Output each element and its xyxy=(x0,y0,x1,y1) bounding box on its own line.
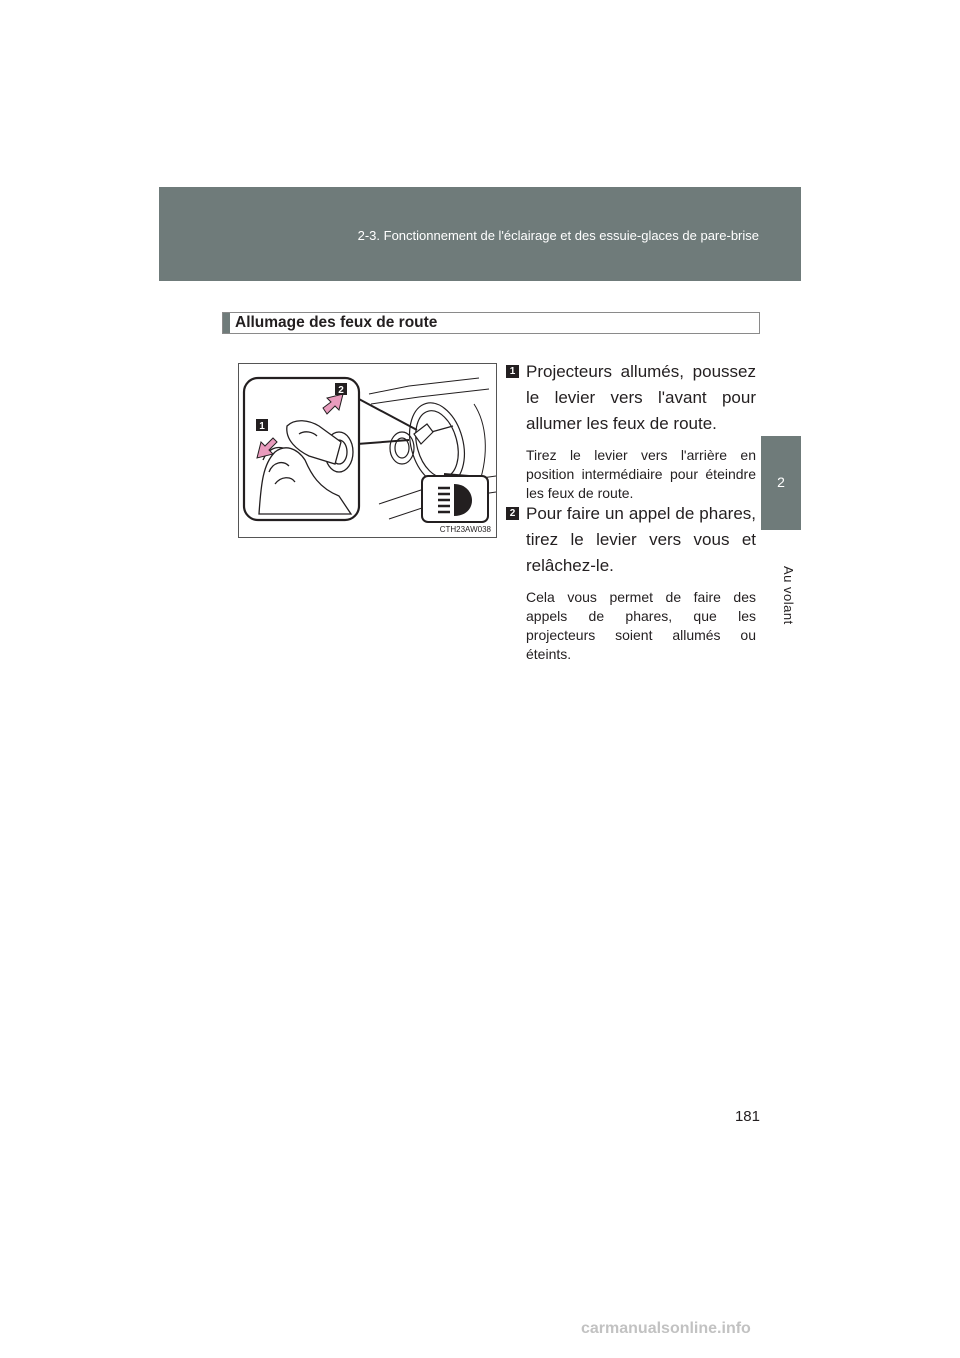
callout-number-2: 2 xyxy=(338,385,344,396)
section-accent xyxy=(223,313,230,333)
high-beam-indicator-icon xyxy=(422,476,488,522)
section-heading-bar xyxy=(222,312,760,334)
step-1-note: Tirez le levier vers l'arrière en position intermédiaire pour éteindre les feux de route. xyxy=(526,447,756,501)
step-1 xyxy=(506,359,756,503)
step-2 xyxy=(506,501,756,664)
step-1-text: Projecteurs allumés, poussez le levier vers l'avant pour allumer les feux de route. xyxy=(526,362,756,433)
step-2-note: Cela vous permet de faire des appels de phares, que les projecteurs soient allumés ou éteints. xyxy=(526,589,756,662)
watermark[interactable]: carmanualsonline.info xyxy=(581,1320,751,1337)
lever-illustration xyxy=(238,363,497,538)
breadcrumb: 2-3. Fonctionnement de l'éclairage et des essuie-glaces de pare-brise xyxy=(357,228,759,243)
header-band xyxy=(159,187,801,281)
figure-code: CTH23AW038 xyxy=(439,525,491,534)
step-2-text: Pour faire un appel de phares, tirez le levier vers vous et relâchez-le. xyxy=(526,504,756,575)
section-title: Allumage des feux de route xyxy=(235,314,438,331)
step-marker-2: 2 xyxy=(506,507,519,520)
callout-number-1: 1 xyxy=(259,421,265,432)
chapter-number: 2 xyxy=(777,474,785,490)
page-number: 181 xyxy=(734,1108,760,1125)
lever-drawing xyxy=(239,364,496,537)
chapter-tab[interactable] xyxy=(761,436,801,530)
step-marker-1: 1 xyxy=(506,365,519,378)
chapter-label: Au volant xyxy=(781,566,796,625)
